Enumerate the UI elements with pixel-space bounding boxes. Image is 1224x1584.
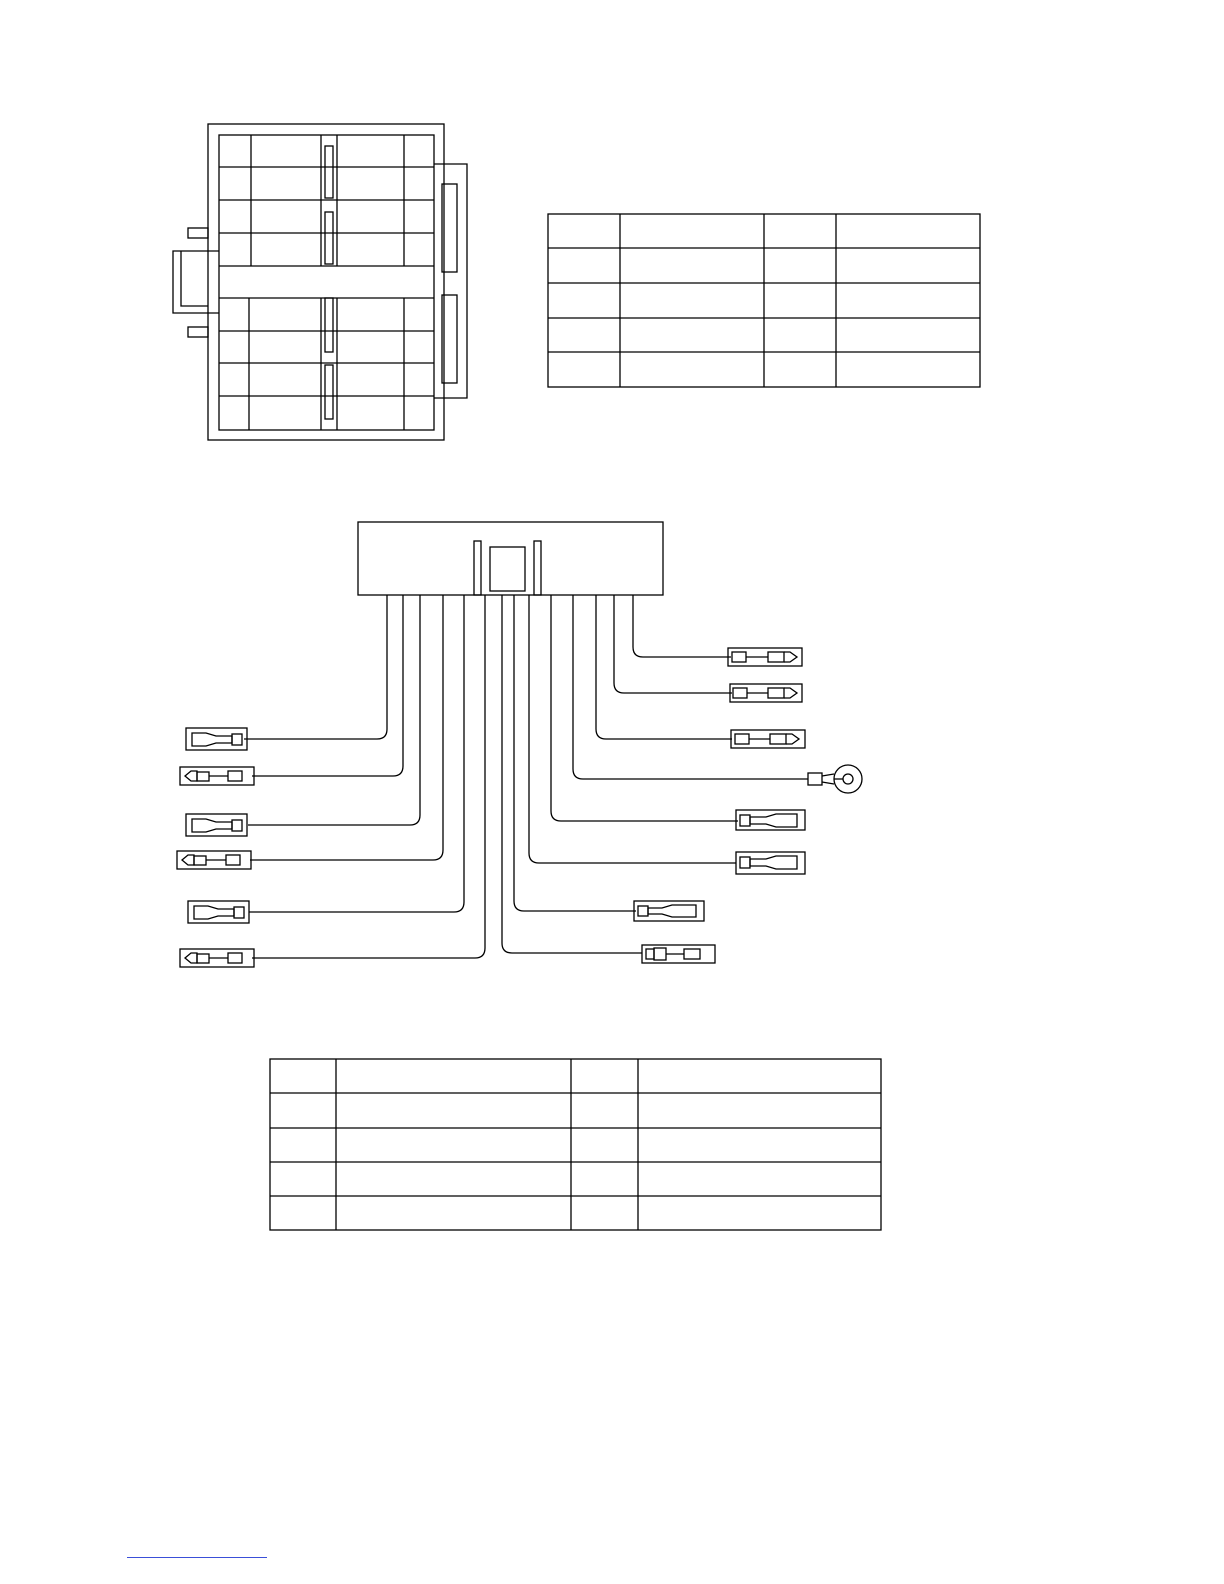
terminal-male-4 — [728, 648, 802, 666]
terminal-female-4 — [736, 810, 805, 830]
terminal-male-7 — [642, 945, 715, 963]
harness-connector-body — [358, 522, 663, 595]
terminal-female-6 — [634, 901, 704, 921]
terminal-male-5 — [730, 684, 802, 702]
terminal-male-1 — [180, 767, 254, 785]
terminal-male-2 — [177, 851, 251, 869]
terminal-male-6 — [731, 730, 805, 748]
left-wires — [244, 595, 485, 958]
connector-face — [173, 124, 467, 440]
terminal-female-3 — [188, 901, 249, 923]
right-wires — [502, 595, 808, 953]
terminal-female-2 — [186, 814, 247, 836]
wire-color-table — [270, 1059, 881, 1230]
footer-rule — [127, 1557, 267, 1558]
terminal-male-3 — [180, 949, 254, 967]
connector-pinout-table — [548, 214, 980, 387]
terminal-female-1 — [186, 728, 247, 750]
right-terminals — [634, 648, 862, 963]
terminal-female-5 — [736, 852, 805, 874]
connector-cavity-grid — [219, 135, 434, 430]
ring-terminal — [808, 765, 862, 793]
left-terminals — [177, 728, 254, 967]
